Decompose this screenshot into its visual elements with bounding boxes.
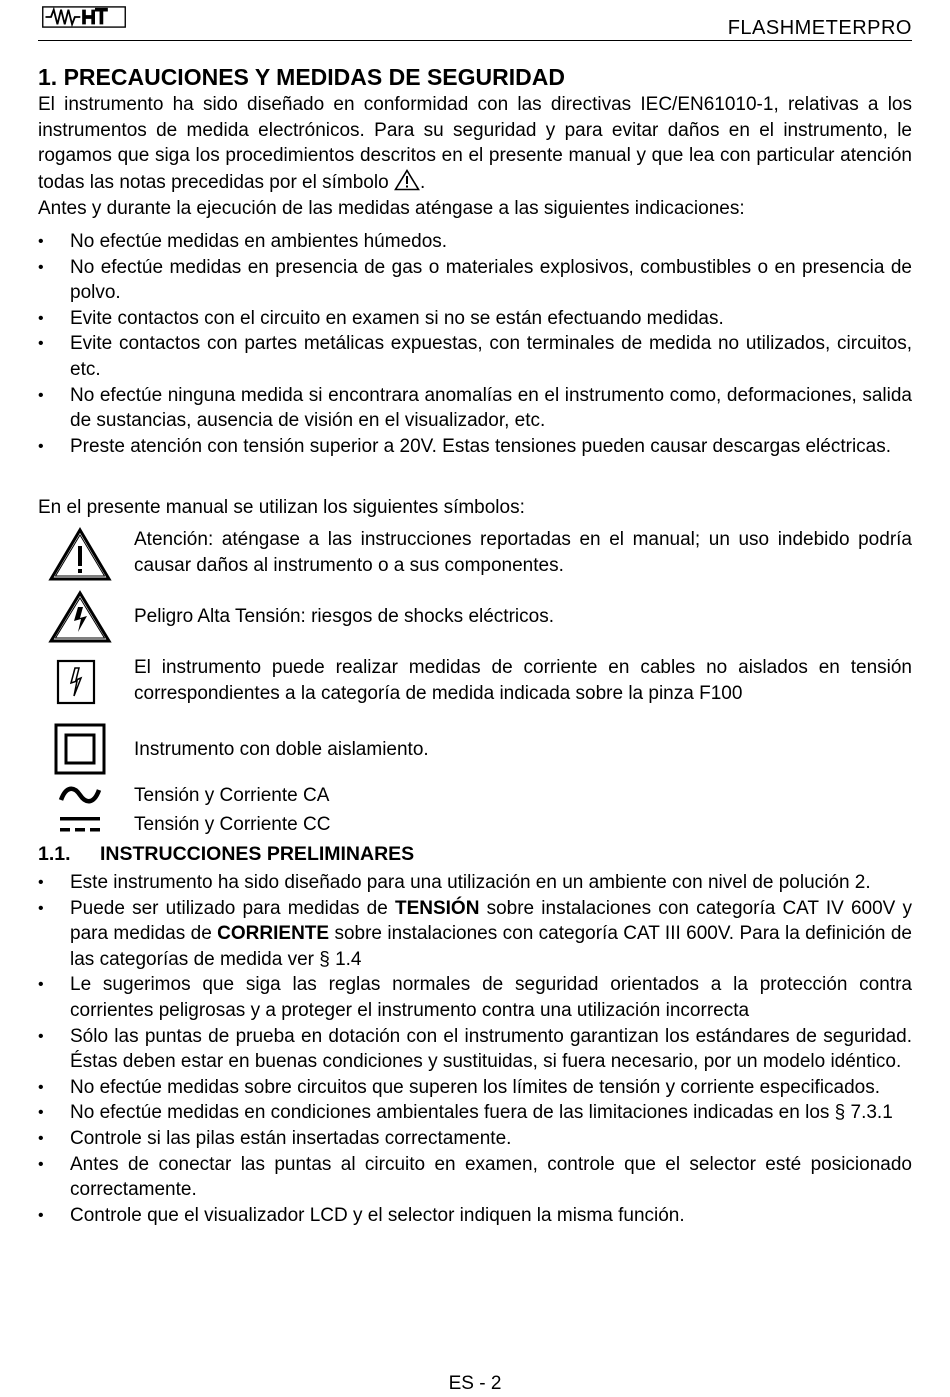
double-insulation-icon <box>54 723 106 775</box>
list-item: • Este instrumento ha sido diseñado para una utilización en un ambiente con nivel de polución 2. <box>38 870 912 896</box>
symbol-description: Tensión y Corriente CC <box>134 814 331 835</box>
list-item: • Controle si las pilas están insertadas correctamente. <box>38 1126 912 1152</box>
page-header <box>38 4 912 41</box>
text-run-bold: TENSIÓN <box>394 897 480 919</box>
list-item: • Evite contactos con partes metálicas expuestas, con terminales de medida no utilizados, circuitos, etc. <box>38 331 912 382</box>
warning-triangle-icon <box>394 169 420 191</box>
list-item: • No efectúe ninguna medida si encontrara anomalías en el instrumento como, deformaciones, salida de sustancias, ausencia de visión en el visualizador, etc. <box>38 383 912 434</box>
list-item: • Antes de conectar las puntas al circuito en examen, controle que el selector esté posicionado correctamente. <box>38 1152 912 1203</box>
intro-text: El instrumento ha sido diseñado en conformidad con las directivas IEC/EN61010-1, relativas a los instrumentos de medida electrónicos. Para su seguridad y para evitar daños en el instrumento, le rogamos que siga los procedimientos descritos en el presente manual y que lea con particular atención todas las notas precedidas por el símbolo <box>38 94 912 193</box>
section-title: 1. PRECAUCIONES Y MEDIDAS DE SEGURIDAD <box>38 64 565 90</box>
preliminary-bullet-list <box>38 870 912 1228</box>
symbol-description: Instrumento con doble aislamiento. <box>134 739 429 760</box>
subsection-number: 1.1. <box>38 843 71 865</box>
intro-text-end: . <box>419 171 426 193</box>
subsection-title <box>38 843 414 866</box>
symbol-description: Peligro Alta Tensión: riesgos de shocks eléctricos. <box>134 606 554 627</box>
safety-bullet-list <box>38 229 912 459</box>
document-title: FLASHMETERPRO <box>727 17 912 39</box>
text-run: sobre instalaciones con categoría CAT III 600V. Para la definición de las categorías de medida ver § 1.4 <box>70 923 912 970</box>
warning-triangle-icon <box>48 527 112 583</box>
symbols-intro: En el presente manual se utilizan los siguientes símbolos: <box>38 497 525 518</box>
list-item: • Sólo las puntas de prueba en dotación con el instrumento garantizan los estándares de seguridad. Éstas deben estar en buenas condiciones y sustituidas, si fuera necesario, por un modelo idéntico. <box>38 1024 912 1075</box>
list-item: • Le sugerimos que siga las reglas normales de seguridad orientados a la protección contra corrientes peligrosas y a proteger el instrumento contra una utilización incorrecta <box>38 972 912 1023</box>
list-item: • No efectúe medidas en condiciones ambientales fuera de las limitaciones indicadas en los § 7.3.1 <box>38 1100 912 1126</box>
intro-paragraph <box>38 92 912 195</box>
list-item <box>38 896 912 973</box>
symbol-description: Tensión y Corriente CA <box>134 785 330 806</box>
ht-logo-icon <box>38 6 130 28</box>
high-voltage-icon <box>48 590 112 644</box>
ac-icon <box>58 783 102 807</box>
live-conductor-icon <box>56 659 96 705</box>
symbol-description: El instrumento puede realizar medidas de corriente en cables no aislados en tensión correspondientes a la categoría de medida indicada sobre la pinza F100 <box>134 657 912 704</box>
text-run-bold: CORRIENTE <box>217 923 330 945</box>
intro-paragraph-2: Antes y durante la ejecución de las medidas aténgase a las siguientes indicaciones: <box>38 198 745 219</box>
list-item: • No efectúe medidas sobre circuitos que superen los límites de tensión y corriente especificados. <box>38 1075 912 1101</box>
text-run: sobre instalaciones con categoría CAT IV 600V y para medidas de <box>70 897 913 945</box>
list-item: • Preste atención con tensión superior a 20V. Estas tensiones pueden causar descargas eléctricas. <box>38 434 912 460</box>
list-item: • Evite contactos con el circuito en examen si no se están efectuando medidas. <box>38 306 912 332</box>
symbol-description: Atención: aténgase a las instrucciones reportadas en el manual; un uso indebido podría causar daños al instrumento o a sus componentes. <box>134 529 912 576</box>
list-item: • No efectúe medidas en presencia de gas o materiales explosivos, combustibles o en presencia de polvo. <box>38 255 912 306</box>
list-item: • No efectúe medidas en ambientes húmedos. <box>38 229 912 255</box>
subsection-heading: INSTRUCCIONES PRELIMINARES <box>100 843 415 865</box>
list-item: • Controle que el visualizador LCD y el selector indiquen la misma función. <box>38 1203 912 1229</box>
dc-icon <box>58 815 102 835</box>
text-run: Puede ser utilizado para medidas de <box>70 897 395 919</box>
page-number: ES - 2 <box>448 1373 502 1394</box>
